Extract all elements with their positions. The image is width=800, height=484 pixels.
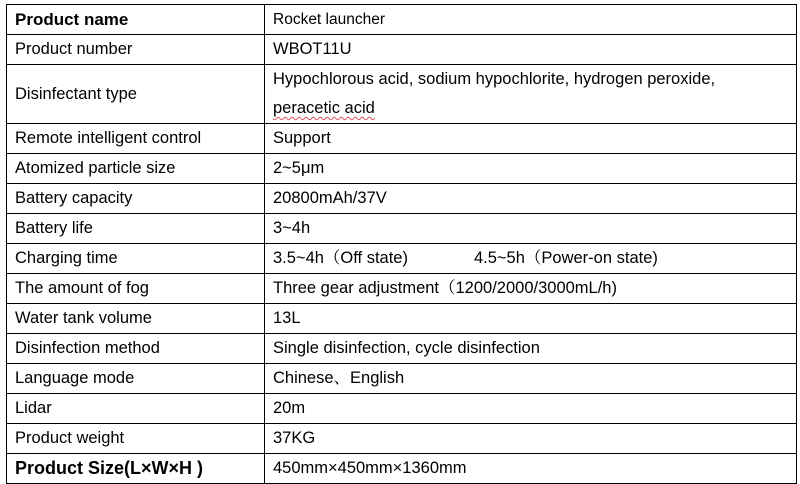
- table-row: [7, 214, 797, 244]
- row-label: Product name: [7, 5, 265, 35]
- charging-off-state: 3.5~4h（Off state): [273, 249, 408, 267]
- row-value: 2~5μm: [265, 154, 797, 184]
- table-row: [7, 364, 797, 394]
- table-row: [7, 394, 797, 424]
- row-label: Battery life: [7, 214, 265, 244]
- row-label: Language mode: [7, 364, 265, 394]
- spec-table: [6, 4, 797, 484]
- row-value: 20800mAh/37V: [265, 184, 797, 214]
- table-row: [7, 35, 797, 65]
- table-row: [7, 274, 797, 304]
- row-label: Battery capacity: [7, 184, 265, 214]
- row-label: Charging time: [7, 244, 265, 274]
- row-value: Three gear adjustment（1200/2000/3000mL/h): [265, 274, 797, 304]
- table-row: [7, 124, 797, 154]
- row-value: 20m: [265, 394, 797, 424]
- row-value-line: Hypochlorous acid, sodium hypochlorite, hydrogen peroxide,: [273, 70, 716, 88]
- row-value: Chinese、English: [265, 364, 797, 394]
- table-row: [7, 304, 797, 334]
- row-label: Product weight: [7, 424, 265, 454]
- table-row: [7, 244, 797, 274]
- row-label: Disinfectant type: [7, 65, 265, 124]
- row-label: Disinfection method: [7, 334, 265, 364]
- spec-sheet: [6, 4, 797, 484]
- table-row: [7, 454, 797, 484]
- row-value: WBOT11U: [265, 35, 797, 65]
- row-value: [265, 244, 797, 274]
- row-value: 37KG: [265, 424, 797, 454]
- row-label: Lidar: [7, 394, 265, 424]
- row-label: Atomized particle size: [7, 154, 265, 184]
- row-value: Rocket launcher: [265, 5, 797, 35]
- table-row: [7, 65, 797, 124]
- row-value: Single disinfection, cycle disinfection: [265, 334, 797, 364]
- row-value-line: peracetic acid: [273, 99, 375, 117]
- row-value: 450mm×450mm×1360mm: [265, 454, 797, 484]
- charging-on-state: 4.5~5h（Power-on state): [473, 249, 658, 267]
- row-label: The amount of fog: [7, 274, 265, 304]
- row-label: Remote intelligent control: [7, 124, 265, 154]
- row-label: Product number: [7, 35, 265, 65]
- row-value: 13L: [265, 304, 797, 334]
- table-row: [7, 334, 797, 364]
- row-value: Support: [265, 124, 797, 154]
- table-row: [7, 5, 797, 35]
- row-label: Water tank volume: [7, 304, 265, 334]
- table-row: [7, 184, 797, 214]
- table-row: [7, 154, 797, 184]
- row-label: Product Size(L×W×H ): [7, 454, 265, 484]
- row-value: 3~4h: [265, 214, 797, 244]
- table-row: [7, 424, 797, 454]
- row-value: [265, 65, 797, 124]
